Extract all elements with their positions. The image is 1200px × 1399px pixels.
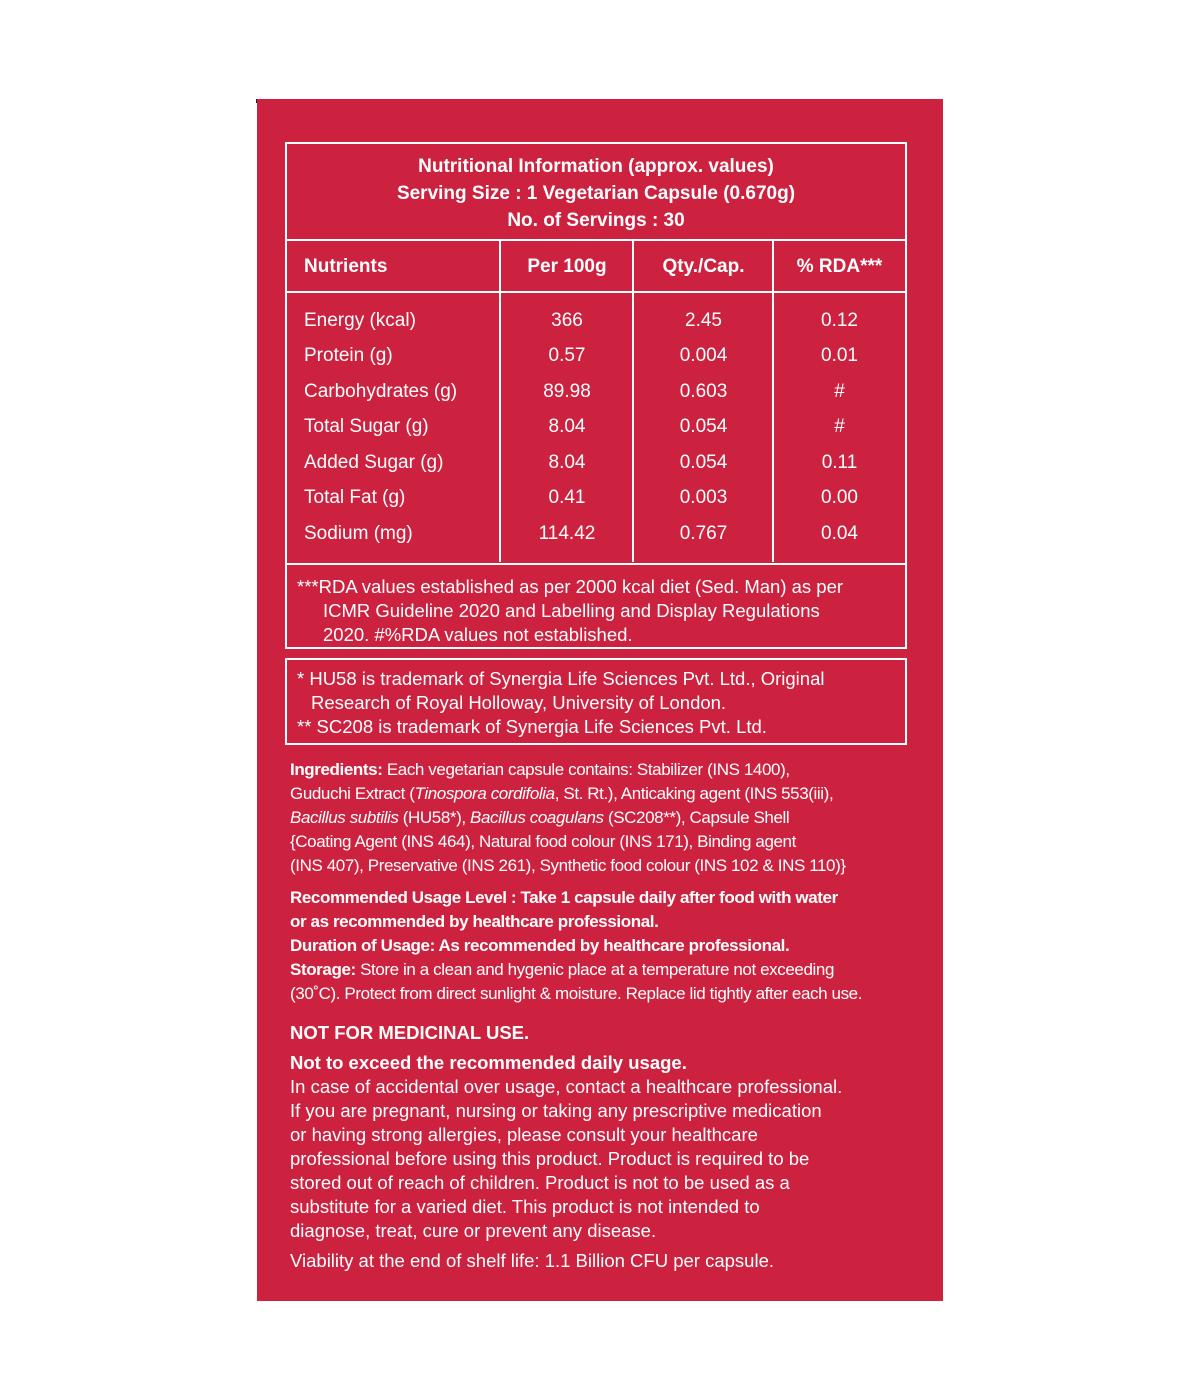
per-100g-value: 114.42 bbox=[538, 523, 596, 544]
trademark-line: ** SC208 is trademark of Synergia Life Sciences Pvt. Ltd. bbox=[297, 716, 767, 737]
viability-note: Viability at the end of shelf life: 1.1 Billion CFU per capsule. bbox=[290, 1250, 774, 1271]
ingredients-text: {Coating Agent (INS 464), Natural food colour (INS 171), Binding agent bbox=[290, 832, 796, 851]
rda-note-line: ***RDA values established as per 2000 kcal diet (Sed. Man) as per bbox=[297, 576, 844, 597]
rda-note-line: ICMR Guideline 2020 and Labelling and Display Regulations bbox=[323, 600, 820, 621]
per-capsule-value: 0.767 bbox=[679, 523, 728, 544]
column-header: % RDA*** bbox=[796, 256, 883, 277]
ingredients-italic: Bacillus coagulans bbox=[470, 808, 604, 827]
usage-section bbox=[290, 886, 920, 1006]
nutrient-name: Total Fat (g) bbox=[304, 487, 406, 508]
ingredients-text: Each vegetarian capsule contains: Stabilizer (INS 1400), bbox=[382, 760, 790, 779]
warning-line: If you are pregnant, nursing or taking any prescriptive medication bbox=[290, 1100, 822, 1121]
warnings-section bbox=[290, 1021, 920, 1243]
trademark-line: * HU58 is trademark of Synergia Life Sciences Pvt. Ltd., Original bbox=[297, 668, 825, 689]
per-100g-value: 8.04 bbox=[548, 452, 586, 473]
per-100g-value: 8.04 bbox=[548, 416, 586, 437]
warning-line: stored out of reach of children. Product is not to be used as a bbox=[290, 1172, 790, 1193]
trademark-note-box bbox=[285, 658, 907, 745]
ingredients-text: (SC208**), Capsule Shell bbox=[603, 808, 790, 827]
rda-value: # bbox=[834, 416, 845, 437]
table-row bbox=[287, 344, 905, 380]
rda-value: 0.01 bbox=[821, 345, 858, 366]
storage-text: Store in a clean and hygenic place at a temperature not exceeding bbox=[355, 960, 835, 979]
warning-line: professional before using this product. Product is required to be bbox=[290, 1148, 810, 1169]
nutrient-name: Added Sugar (g) bbox=[304, 452, 444, 473]
nutrition-title: Nutritional Information (approx. values) bbox=[418, 156, 774, 177]
ingredients-italic: Tinospora cordifolia bbox=[414, 784, 555, 803]
nutrient-name: Protein (g) bbox=[304, 345, 393, 366]
recommended-usage: or as recommended by healthcare professional. bbox=[290, 912, 659, 931]
column-header: Qty./Cap. bbox=[662, 256, 745, 277]
warning-line: In case of accidental over usage, contact a healthcare professional. bbox=[290, 1076, 843, 1097]
ingredients-section bbox=[290, 758, 920, 878]
per-100g-value: 89.98 bbox=[543, 381, 591, 402]
table-row bbox=[287, 522, 905, 558]
ingredients-label: Ingredients: bbox=[290, 760, 383, 779]
trademark-line: Research of Royal Holloway, University of London. bbox=[311, 692, 727, 713]
column-header: Nutrients bbox=[304, 256, 388, 277]
column-header: Per 100g bbox=[527, 256, 607, 277]
ingredients-text: , St. Rt.), Anticaking agent (INS 553(iii), bbox=[554, 784, 834, 803]
warning-line: or having strong allergies, please consult your healthcare bbox=[290, 1124, 758, 1145]
per-capsule-value: 0.004 bbox=[679, 345, 728, 366]
storage-label: Storage: bbox=[290, 960, 356, 979]
rda-value: 0.00 bbox=[821, 487, 858, 508]
ingredients-text: (HU58*), bbox=[398, 808, 471, 827]
warning-line: substitute for a varied diet. This product is not intended to bbox=[290, 1196, 760, 1217]
per-capsule-value: 0.054 bbox=[679, 452, 728, 473]
table-row bbox=[287, 486, 905, 522]
servings-count: No. of Servings : 30 bbox=[507, 210, 685, 231]
table-row bbox=[287, 415, 905, 451]
trademark-note bbox=[297, 667, 897, 739]
not-exceed-heading: Not to exceed the recommended daily usage. bbox=[290, 1052, 687, 1073]
nutrient-name: Total Sugar (g) bbox=[304, 416, 429, 437]
table-row bbox=[287, 380, 905, 416]
per-100g-value: 0.57 bbox=[548, 345, 586, 366]
per-100g-value: 0.41 bbox=[548, 487, 586, 508]
recommended-usage: Recommended Usage Level : Take 1 capsule daily after food with water bbox=[290, 888, 838, 907]
rda-note-box bbox=[285, 563, 907, 649]
table-row bbox=[287, 451, 905, 487]
storage-text: (30˚C). Protect from direct sunlight & moisture. Replace lid tightly after each use. bbox=[290, 984, 863, 1003]
per-capsule-value: 0.003 bbox=[679, 487, 728, 508]
table-row bbox=[287, 309, 905, 345]
ingredients-text: (INS 407), Preservative (INS 261), Synthetic food colour (INS 102 & INS 110)} bbox=[290, 856, 846, 875]
per-100g-value: 366 bbox=[551, 310, 583, 331]
nutrition-header bbox=[287, 144, 905, 241]
serving-size: Serving Size : 1 Vegetarian Capsule (0.670g) bbox=[396, 183, 796, 204]
column-header-row bbox=[287, 241, 905, 293]
per-capsule-value: 2.45 bbox=[685, 310, 722, 331]
nutrient-name: Sodium (mg) bbox=[304, 523, 413, 544]
not-medicinal-heading: NOT FOR MEDICINAL USE. bbox=[290, 1022, 530, 1043]
ingredients-text: Guduchi Extract ( bbox=[290, 784, 415, 803]
rda-note bbox=[297, 575, 897, 647]
nutrient-name: Carbohydrates (g) bbox=[304, 381, 458, 402]
per-capsule-value: 0.603 bbox=[679, 381, 728, 402]
rda-value: 0.11 bbox=[821, 452, 858, 473]
duration-of-usage: Duration of Usage: As recommended by healthcare professional. bbox=[290, 936, 790, 955]
warning-line: diagnose, treat, cure or prevent any disease. bbox=[290, 1220, 657, 1241]
rda-value: 0.04 bbox=[821, 523, 858, 544]
nutrient-name: Energy (kcal) bbox=[304, 310, 416, 331]
rda-value: 0.12 bbox=[821, 310, 858, 331]
rda-note-line: 2020. #%RDA values not established. bbox=[323, 624, 633, 645]
per-capsule-value: 0.054 bbox=[679, 416, 728, 437]
ingredients-italic: Bacillus subtilis bbox=[290, 808, 399, 827]
rda-value: # bbox=[834, 381, 845, 402]
label-panel bbox=[257, 99, 943, 1301]
